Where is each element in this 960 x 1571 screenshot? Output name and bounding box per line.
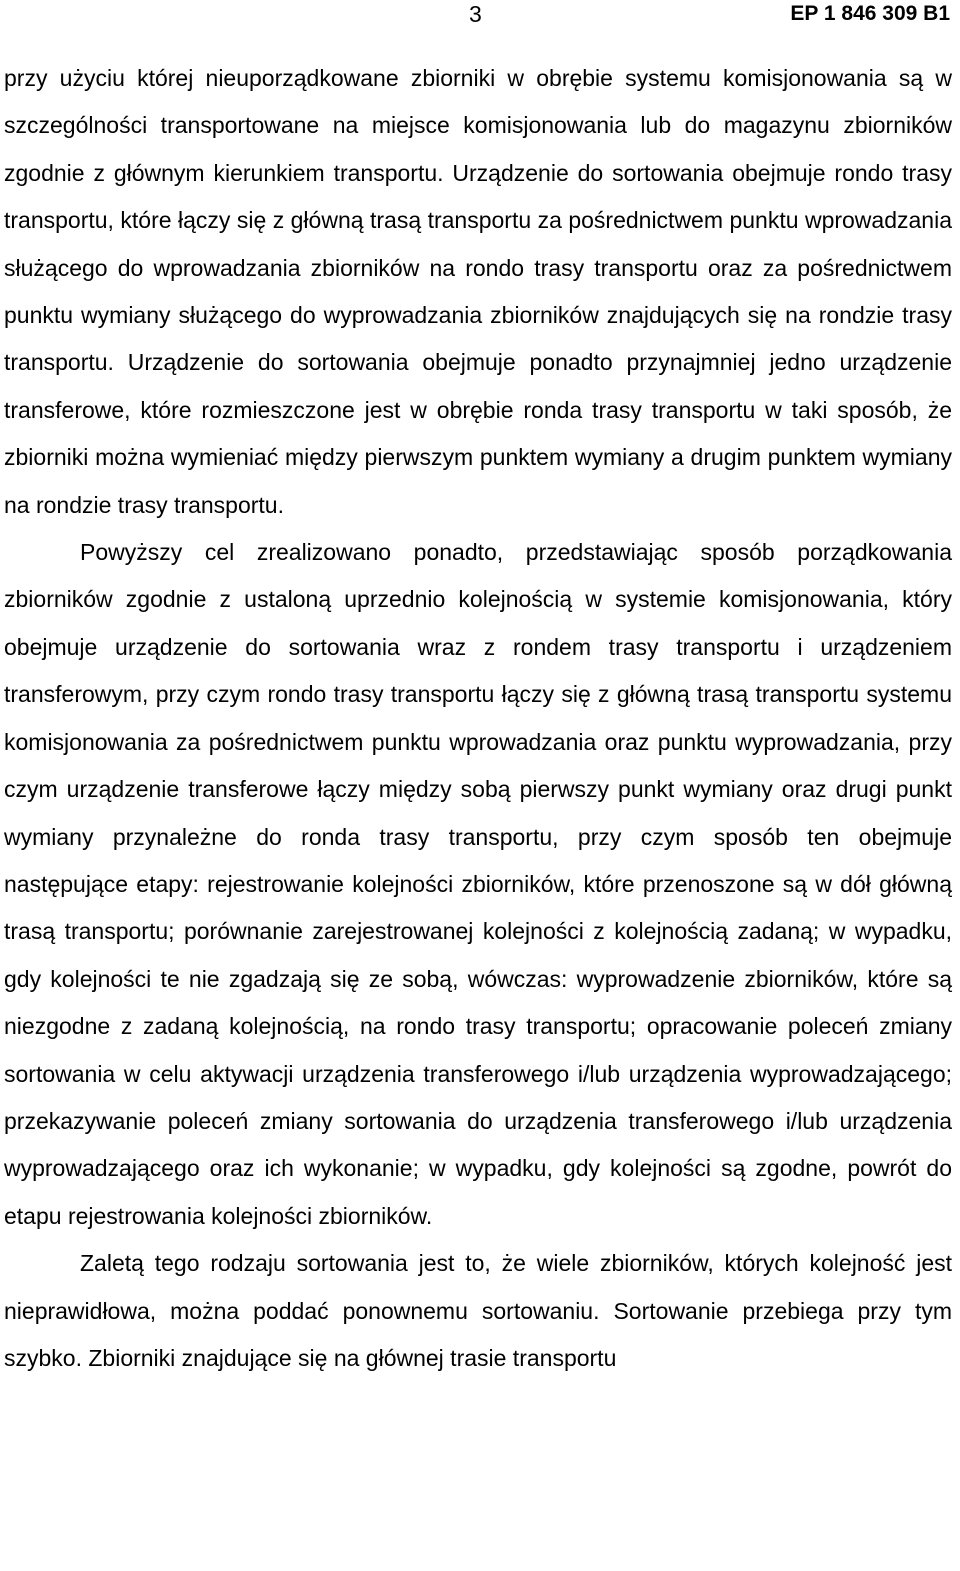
paragraph-3: Zaletą tego rodzaju sortowania jest to, że wiele zbiorników, których kolejność jest nieprawidłowa, można poddać ponownemu sortowaniu. Sortowanie przebiega przy tym szybko. Zbiorniki znajdujące się na głównej trasie transportu [4, 1250, 952, 1371]
page-number: 3 [469, 1, 482, 27]
paragraph-2: Powyższy cel zrealizowano ponadto, przedstawiając sposób porządkowania zbiorników zgodnie z ustaloną uprzednio kolejnością w systemie komisjonowania, który obejmuje urządzenie do sortowania wraz z rondem trasy transportu i urządzeniem transferowym, przy czym rondo trasy transportu łączy się z główną trasą transportu systemu komisjonowania za pośrednictwem punktu wprowadzania oraz punktu wyprowadzania, przy czym urządzenie transferowe łączy między sobą pierwszy punkt wymiany oraz drugi punkt wymiany przynależne do ronda trasy transportu, przy czym sposób ten obejmuje następujące etapy: rejestrowanie kolejności zbiorników, które przenoszone są w dół główną trasą transportu; porównanie zarejestrowanej kolejności z kolejnością zadaną; w wypadku, gdy kolejności te nie zgadzają się ze sobą, wówczas: wyprowadzenie zbiorników, które są niezgodne z zadaną kolejnością, na rondo trasy transportu; opracowanie poleceń zmiany sortowania w celu aktywacji urządzenia transferowego i/lub urządzenia wyprowadzającego; przekazywanie poleceń zmiany sortowania do urządzenia transferowego i/lub urządzenia wyprowadzającego oraz ich wykonanie; w wypadku, gdy kolejności są zgodne, powrót do etapu rejestrowania kolejności zbiorników. [4, 539, 952, 1229]
patent-id: EP 1 846 309 B1 [790, 2, 950, 25]
document-body [4, 55, 952, 1382]
paragraph-1: przy użyciu której nieuporządkowane zbiorniki w obrębie systemu komisjonowania są w szczególności transportowane na miejsce komisjonowania lub do magazynu zbiorników zgodnie z głównym kierunkiem transportu. Urządzenie do sortowania obejmuje rondo trasy transportu, które łączy się z główną trasą transportu za pośrednictwem punktu wprowadzania służącego do wprowadzania zbiorników na rondo trasy transportu oraz za pośrednictwem punktu wymiany służącego do wyprowadzania zbiorników znajdujących się na rondzie trasy transportu. Urządzenie do sortowania obejmuje ponadto przynajmniej jedno urządzenie transferowe, które rozmieszczone jest w obrębie ronda trasy transportu w taki sposób, że zbiorniki można wymieniać między pierwszym punktem wymiany a drugim punktem wymiany na rondzie trasy transportu. [4, 65, 952, 518]
